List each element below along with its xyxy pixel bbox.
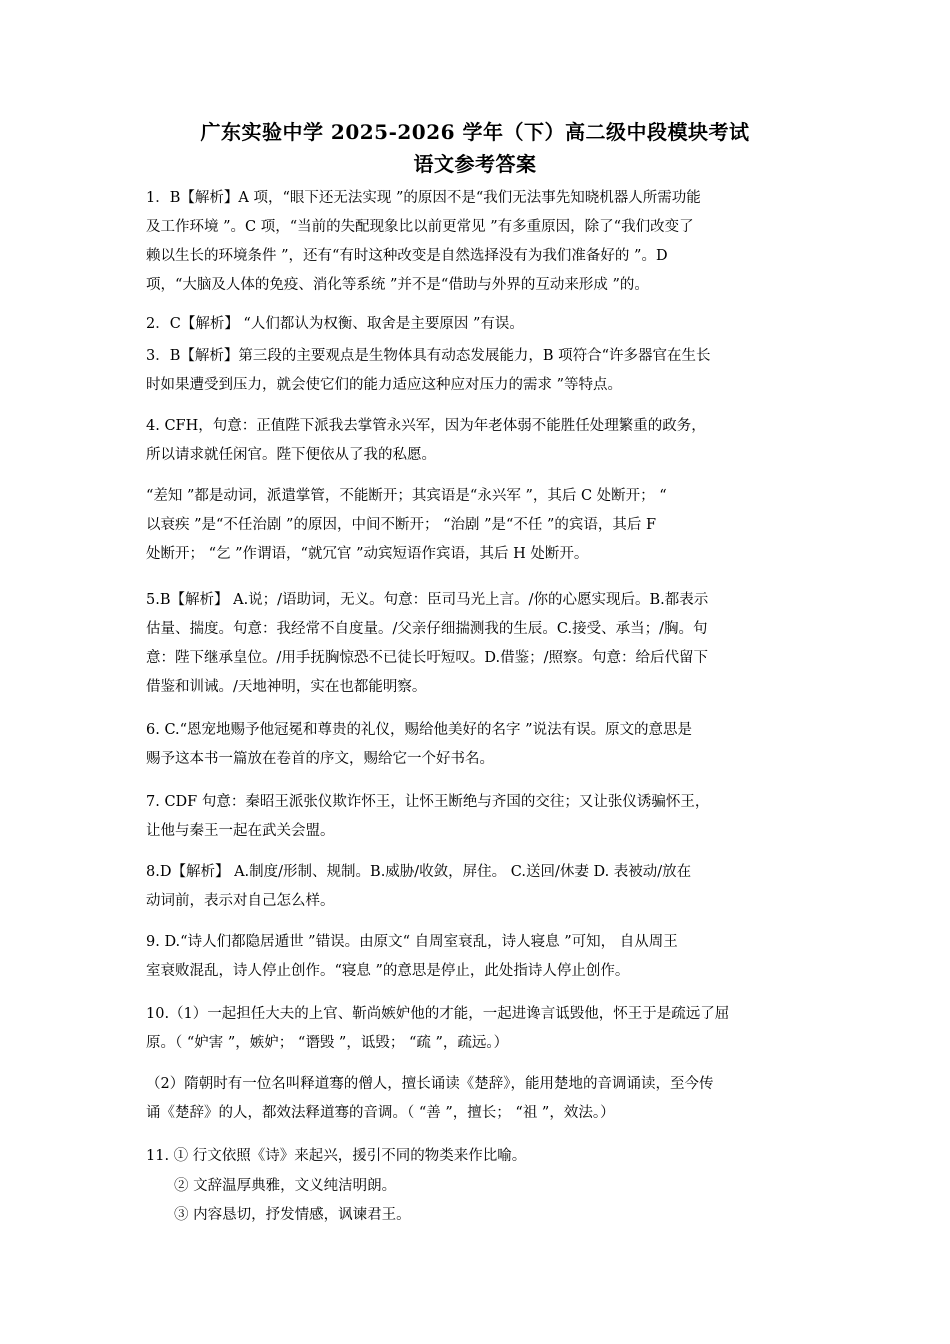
text-line: 赐予这本书一篇放在卷首的序文，赐给它一个好书名。 — [146, 751, 494, 767]
answer-q11-points — [174, 1172, 810, 1230]
text-line: 意：陛下继承皇位。/用手抚胸惊恐不已徒长吁短叹。D.借鉴；/照察。句意：给后代留下 — [146, 650, 708, 666]
text-line: 9. D.“诗人们都隐居遁世 ”错误。由原文“ 自周室衰乱，诗人寝息 ”可知， 自从周王 — [146, 934, 678, 950]
text-line: （2）隋朝时有一位名叫释道骞的僧人，擅长诵读《楚辞》，能用楚地的音调诵读，至今传 — [146, 1076, 714, 1092]
text-line: 诵《楚辞》的人，都效法释道骞的音调。（ “善 ”，擅长； “祖 ”，效法。） — [146, 1105, 615, 1121]
answer-q11 — [146, 1142, 810, 1171]
answer-q2 — [146, 310, 810, 339]
text-line: 动词前，表示对自己怎么样。 — [146, 893, 335, 909]
text-line: 8.D【解析】 A.制度/形制、规制。B.威胁/收敛，屏住。 C.送回/休妻 D. 表被动/放在 — [146, 864, 692, 880]
text-line: 6. C.“恩宠地赐予他冠冕和尊贵的礼仪，赐给他美好的名字 ”说法有误。原文的意思是 — [146, 722, 693, 738]
text-line: 3．B【解析】第三段的主要观点是生物体具有动态发展能力，B 项符合“许多器官在生长 — [146, 348, 711, 364]
text-line: 项，“大脑及人体的免疫、消化等系统 ”并不是“借助与外界的互动来形成 ”的。 — [146, 277, 649, 293]
text-line: 时如果遭受到压力，就会使它们的能力适应这种应对压力的需求 ”等特点。 — [146, 377, 623, 393]
text-line: 所以请求就任闲官。陛下便依从了我的私愿。 — [146, 447, 436, 463]
answer-q10-part1 — [146, 1000, 810, 1058]
answer-q4-explanation — [146, 482, 810, 569]
answer-q4 — [146, 412, 810, 470]
text-line: ③ 内容恳切，抒发情感，讽谏君王。 — [174, 1207, 411, 1223]
text-line: 4. CFH，句意：正值陛下派我去掌管永兴军，因为年老体弱不能胜任处理繁重的政务， — [146, 418, 706, 434]
answer-q10-part2 — [146, 1070, 810, 1128]
answer-q9 — [146, 928, 810, 986]
text-line: 赖以生长的环境条件 ”，还有“有时这种改变是自然选择没有为我们准备好的 ”。D — [146, 248, 668, 264]
answer-q5 — [146, 586, 810, 702]
text-line: 11. ① 行文依照《诗》来起兴，援引不同的物类来作比喻。 — [146, 1148, 527, 1164]
page-subtitle: 语文参考答案 — [413, 152, 537, 176]
text-line: ② 文辞温厚典雅，文义纯洁明朗。 — [174, 1178, 397, 1194]
text-line: 处断开； “乞 ”作谓语，“就冗官 ”动宾短语作宾语，其后 H 处断开。 — [146, 546, 589, 562]
text-line: 估量、揣度。句意：我经常不自度量。/父亲仔细揣测我的生辰。C.接受、承当；/胸。句 — [146, 621, 708, 637]
text-line: 7. CDF 句意：秦昭王派张仪欺诈怀王，让怀王断绝与齐国的交往；又让张仪诱骗怀王， — [146, 794, 710, 810]
text-line: 让他与秦王一起在武关会盟。 — [146, 823, 335, 839]
answer-q1 — [146, 184, 810, 300]
text-line: 10.（1）一起担任大夫的上官、靳尚嫉妒他的才能，一起进谗言诋毁他，怀王于是疏远了屈 — [146, 1006, 730, 1022]
answer-q8 — [146, 858, 810, 916]
answer-q7 — [146, 788, 810, 846]
text-line: 1．B【解析】A 项，“眼下还无法实现 ”的原因不是“我们无法事先知晓机器人所需功能 — [146, 190, 701, 206]
text-line: 5.B【解析】 A.说；/语助词，无义。句意：臣司马光上言。/你的心愿实现后。B.都表示 — [146, 592, 709, 608]
text-line: 借鉴和训诫。/天地神明，实在也都能明察。 — [146, 679, 427, 695]
answer-q3 — [146, 342, 810, 400]
text-line: 原。（ “妒害 ”，嫉妒； “谮毁 ”，诋毁； “疏 ”，疏远。） — [146, 1035, 509, 1051]
answer-q6 — [146, 716, 810, 774]
text-line: “差知 ”都是动词，派遣掌管，不能断开；其宾语是“永兴军 ”，其后 C 处断开； “ — [146, 488, 667, 504]
text-line: 以衰疾 ”是“不任治剧 ”的原因，中间不断开； “治剧 ”是“不任 ”的宾语，其后 F — [146, 517, 657, 533]
text-line: 2．C【解析】 “人们都认为权衡、取舍是主要原因 ”有误。 — [146, 316, 524, 332]
text-line: 室衰败混乱，诗人停止创作。“寝息 ”的意思是停止，此处指诗人停止创作。 — [146, 963, 630, 979]
text-line: 及工作环境 ”。C 项，“当前的失配现象比以前更常见 ”有多重原因，除了“我们改变了 — [146, 219, 694, 235]
page-title: 广东实验中学 2025-2026 学年（下）高二级中段模块考试 — [200, 120, 750, 144]
